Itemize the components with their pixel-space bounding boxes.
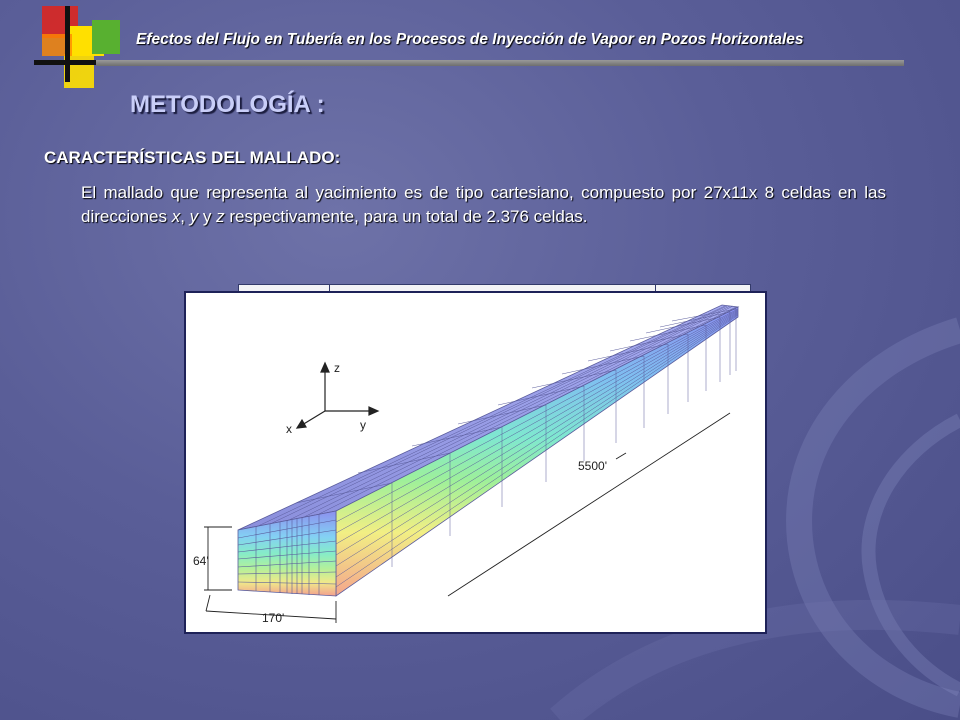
paragraph-text: respectivamente, para un total de 2.376 celdas. xyxy=(224,207,588,226)
logo-icon xyxy=(34,6,144,92)
axis-label-y: y xyxy=(360,418,366,432)
grid-figure xyxy=(184,291,767,634)
section-subtitle: CARACTERÍSTICAS DEL MALLADO: xyxy=(44,148,341,167)
axis-label-x: x xyxy=(286,422,292,436)
length-dimension-label: 5500' xyxy=(578,459,607,473)
slide-title: METODOLOGÍA : xyxy=(130,91,325,118)
paragraph-sep: , xyxy=(180,207,190,226)
description-paragraph xyxy=(81,181,886,229)
width-dimension-label: 170' xyxy=(262,611,285,625)
paragraph-axis-x: x xyxy=(171,207,181,226)
header-rule xyxy=(96,60,904,66)
paragraph-sep: y xyxy=(198,207,217,226)
paragraph-axis-z: z xyxy=(216,207,225,226)
header-title: Efectos del Flujo en Tubería en los Procesos de Inyección de Vapor en Pozos Horizontales xyxy=(136,31,804,48)
height-dimension-label: 64' xyxy=(193,554,209,568)
axis-label-z: z xyxy=(334,361,340,375)
grid-diagram xyxy=(186,293,765,632)
paragraph-text: El mallado que representa al yacimiento es de tipo cartesiano, compuesto por 27x11x 8 celdas en las direcciones xyxy=(81,183,886,226)
paragraph-axis-y: y xyxy=(189,207,199,226)
